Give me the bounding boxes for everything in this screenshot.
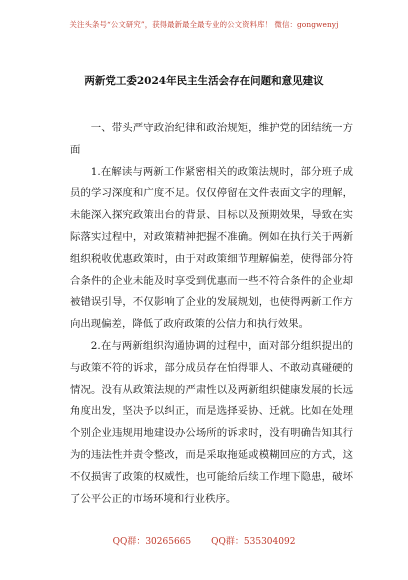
document-title: 两新党工委2024年民主生活会存在问题和意见建议	[84, 75, 324, 87]
document-body	[70, 118, 353, 510]
section-heading: 一、带头严守政治纪律和政治规矩，维护党的团结统一方面	[70, 122, 353, 156]
paragraph-2: 2.在与两新组织沟通协调的过程中，面对部分组织提出的与政策不符的诉求，部分成员存在怕得罪人、不敢动真碰硬的情况。没有从政策法规的严肃性以及两新组织健康发展的长远角度出发，坚决予以纠正，而是选择妥协、迁就。比如在处理个别企业违规用地建设办公场所的诉求时，没有明确告知其行为的违法性并责令整改，而是采取拖延或模糊回应的方式，这不仅损害了政策的权威性，也可能给后续工作埋下隐患，破坏了公平公正的市场环境和行业秩序。	[70, 339, 353, 505]
paragraph-1: 1.在解读与两新工作紧密相关的政策法规时，部分班子成员的学习深度和广度不足。仅仅停留在文件表面文字的理解，未能深入探究政策出台的背景、目标以及预期效果，导致在实际落实过程中，对政策精神把握不准确。例如在执行关于两新组织税收优惠政策时，由于对政策细节理解偏差，使得部分符合条件的企业未能及时享受到优惠而一些不符合条件的企业却被错误引导，不仅影响了企业的发展规划，也使得两新工作方向出现偏差，降低了政府政策的公信力和执行效果。	[70, 165, 353, 331]
footer-qq-group-1: QQ群：30265665	[112, 537, 192, 547]
header-banner: 关注头条号“公文研究”，获得最新最全最专业的公文资料库！ 微信：gongwenyj	[69, 20, 339, 29]
footer-qq-group-2: QQ群：535304092	[211, 537, 296, 547]
footer-qq-groups	[0, 534, 408, 547]
